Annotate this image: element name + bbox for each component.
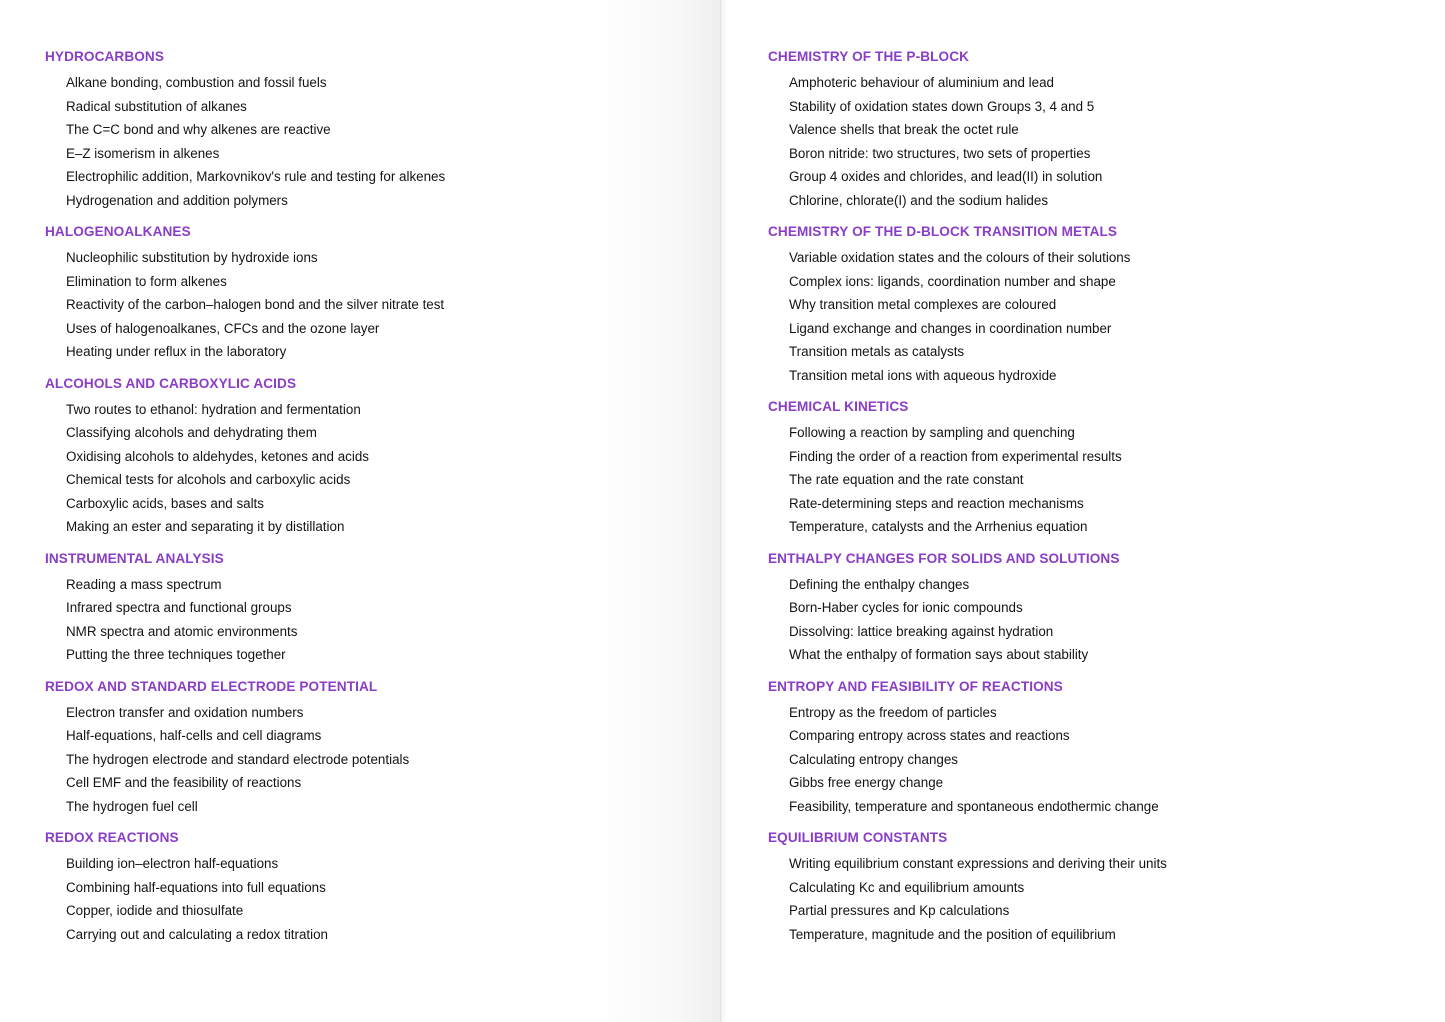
contents-section — [768, 828, 1167, 946]
topic-item: Reactivity of the carbon–halogen bond and the silver nitrate test — [66, 297, 445, 312]
topic-item: Hydrogenation and addition polymers — [66, 192, 288, 208]
section-heading: ENTHALPY CHANGES FOR SOLIDS AND SOLUTIONS — [768, 550, 1120, 566]
left-page — [0, 0, 721, 1022]
topic-item: Elimination to form alkenes — [66, 273, 227, 289]
topic-item: Partial pressures and Kp calculations — [789, 903, 1010, 918]
topic-item: Writing equilibrium constant expressions and deriving their units — [789, 856, 1167, 871]
section-heading: REDOX REACTIONS — [45, 830, 179, 845]
topic-item: Calculating Kc and equilibrium amounts — [789, 879, 1025, 895]
section-heading: EQUILIBRIUM CONSTANTS — [768, 830, 948, 845]
topic-item: Stability of oxidation states down Groups 3, 4 and 5 — [789, 98, 1095, 114]
topic-item: Defining the enthalpy changes — [789, 576, 970, 592]
topic-item: Carrying out and calculating a redox titration — [66, 926, 329, 942]
right-page — [721, 0, 1445, 1022]
topic-list — [768, 573, 1167, 667]
topic-item: Transition metals as catalysts — [789, 344, 965, 359]
topic-item: Entropy as the freedom of particles — [789, 704, 997, 720]
contents-section — [45, 677, 445, 819]
topic-list — [768, 421, 1167, 539]
topic-item: The hydrogen electrode and standard electrode potentials — [66, 751, 410, 767]
topic-item: Chemical tests for alcohols and carboxylic acids — [66, 472, 351, 487]
topic-item: Valence shells that break the octet rule — [789, 122, 1019, 137]
topic-item: Electron transfer and oxidation numbers — [66, 704, 304, 720]
topic-item: What the enthalpy of formation says about stability — [789, 647, 1089, 662]
topic-item: Nucleophilic substitution by hydroxide ions — [66, 250, 318, 265]
topic-item: Finding the order of a reaction from experimental results — [789, 448, 1122, 464]
topic-item: Boron nitride: two structures, two sets of properties — [789, 145, 1091, 161]
topic-item: NMR spectra and atomic environments — [66, 623, 298, 639]
topic-item: Rate-determining steps and reaction mechanisms — [789, 495, 1084, 511]
topic-item: Cell EMF and the feasibility of reactions — [66, 775, 302, 790]
topic-item: Putting the three techniques together — [66, 647, 286, 662]
topic-item: Uses of halogenoalkanes, CFCs and the ozone layer — [66, 320, 380, 336]
topic-list — [45, 398, 445, 539]
topic-list — [45, 701, 445, 819]
section-heading: REDOX AND STANDARD ELECTRODE POTENTIAL — [45, 678, 378, 694]
topic-list — [768, 852, 1167, 946]
topic-item: Gibbs free energy change — [789, 775, 944, 790]
topic-list — [768, 701, 1167, 819]
topic-item: Ligand exchange and changes in coordination number — [789, 320, 1112, 336]
contents-section — [768, 549, 1167, 667]
topic-item: The C=C bond and why alkenes are reactive — [66, 122, 331, 137]
topic-item: Temperature, catalysts and the Arrhenius equation — [789, 519, 1088, 534]
topic-item: Feasibility, temperature and spontaneous endothermic change — [789, 798, 1159, 814]
contents-section — [45, 549, 445, 667]
section-heading: CHEMISTRY OF THE P-BLOCK — [768, 49, 970, 64]
topic-item: Comparing entropy across states and reactions — [789, 728, 1070, 743]
section-heading: HYDROCARBONS — [45, 49, 165, 64]
topic-item: Group 4 oxides and chlorides, and lead(II) in solution — [789, 169, 1103, 184]
contents-section — [45, 47, 445, 212]
topic-list — [45, 71, 445, 212]
topic-item: Classifying alcohols and dehydrating them — [66, 425, 317, 440]
topic-list — [45, 246, 445, 364]
topic-item: Variable oxidation states and the colours of their solutions — [789, 250, 1131, 265]
topic-item: Making an ester and separating it by distillation — [66, 519, 345, 534]
topic-item: Complex ions: ligands, coordination number and shape — [789, 273, 1116, 289]
topic-item: Half-equations, half-cells and cell diagrams — [66, 728, 322, 743]
topic-item: Temperature, magnitude and the position of equilibrium — [789, 926, 1116, 942]
section-heading: CHEMISTRY OF THE D-BLOCK TRANSITION METALS — [768, 224, 1118, 239]
topic-item: Transition metal ions with aqueous hydroxide — [789, 367, 1057, 383]
section-heading: ALCOHOLS AND CARBOXYLIC ACIDS — [45, 375, 297, 391]
contents-section — [768, 222, 1167, 387]
topic-item: Radical substitution of alkanes — [66, 98, 247, 114]
topic-item: Heating under reflux in the laboratory — [66, 344, 287, 359]
topic-item: Why transition metal complexes are coloured — [789, 297, 1057, 312]
topic-item: Following a reaction by sampling and quenching — [789, 425, 1075, 440]
topic-item: Infrared spectra and functional groups — [66, 600, 292, 615]
section-heading: HALOGENOALKANES — [45, 224, 191, 239]
section-heading: ENTROPY AND FEASIBILITY OF REACTIONS — [768, 678, 1063, 694]
section-heading: CHEMICAL KINETICS — [768, 399, 909, 414]
contents-section — [768, 47, 1167, 212]
section-heading: INSTRUMENTAL ANALYSIS — [45, 550, 224, 566]
topic-item: Two routes to ethanol: hydration and fermentation — [66, 401, 361, 417]
right-contents-list — [768, 47, 1167, 956]
topic-item: Alkane bonding, combustion and fossil fuels — [66, 75, 327, 90]
topic-item: E–Z isomerism in alkenes — [66, 145, 220, 161]
topic-item: Oxidising alcohols to aldehydes, ketones and acids — [66, 448, 369, 464]
topic-list — [45, 573, 445, 667]
topic-item: Amphoteric behaviour of aluminium and lead — [789, 75, 1054, 90]
contents-section — [45, 828, 445, 946]
page-gutter — [720, 0, 721, 1022]
topic-item: Electrophilic addition, Markovnikov's rule and testing for alkenes — [66, 169, 446, 184]
topic-item: Reading a mass spectrum — [66, 576, 222, 592]
topic-item: Dissolving: lattice breaking against hydration — [789, 623, 1054, 639]
topic-item: Born-Haber cycles for ionic compounds — [789, 600, 1023, 615]
topic-item: Chlorine, chlorate(I) and the sodium halides — [789, 192, 1049, 208]
topic-list — [768, 71, 1167, 212]
topic-item: The rate equation and the rate constant — [789, 472, 1024, 487]
contents-section — [768, 397, 1167, 539]
topic-item: Carboxylic acids, bases and salts — [66, 495, 264, 511]
topic-list — [768, 246, 1167, 387]
topic-item: Building ion–electron half-equations — [66, 856, 279, 871]
topic-item: Copper, iodide and thiosulfate — [66, 903, 244, 918]
contents-section — [768, 677, 1167, 819]
left-contents-list — [45, 47, 445, 956]
contents-section — [45, 374, 445, 539]
contents-section — [45, 222, 445, 364]
topic-item: The hydrogen fuel cell — [66, 798, 198, 814]
topic-item: Calculating entropy changes — [789, 751, 958, 767]
topic-list — [45, 852, 445, 946]
topic-item: Combining half-equations into full equations — [66, 879, 326, 895]
